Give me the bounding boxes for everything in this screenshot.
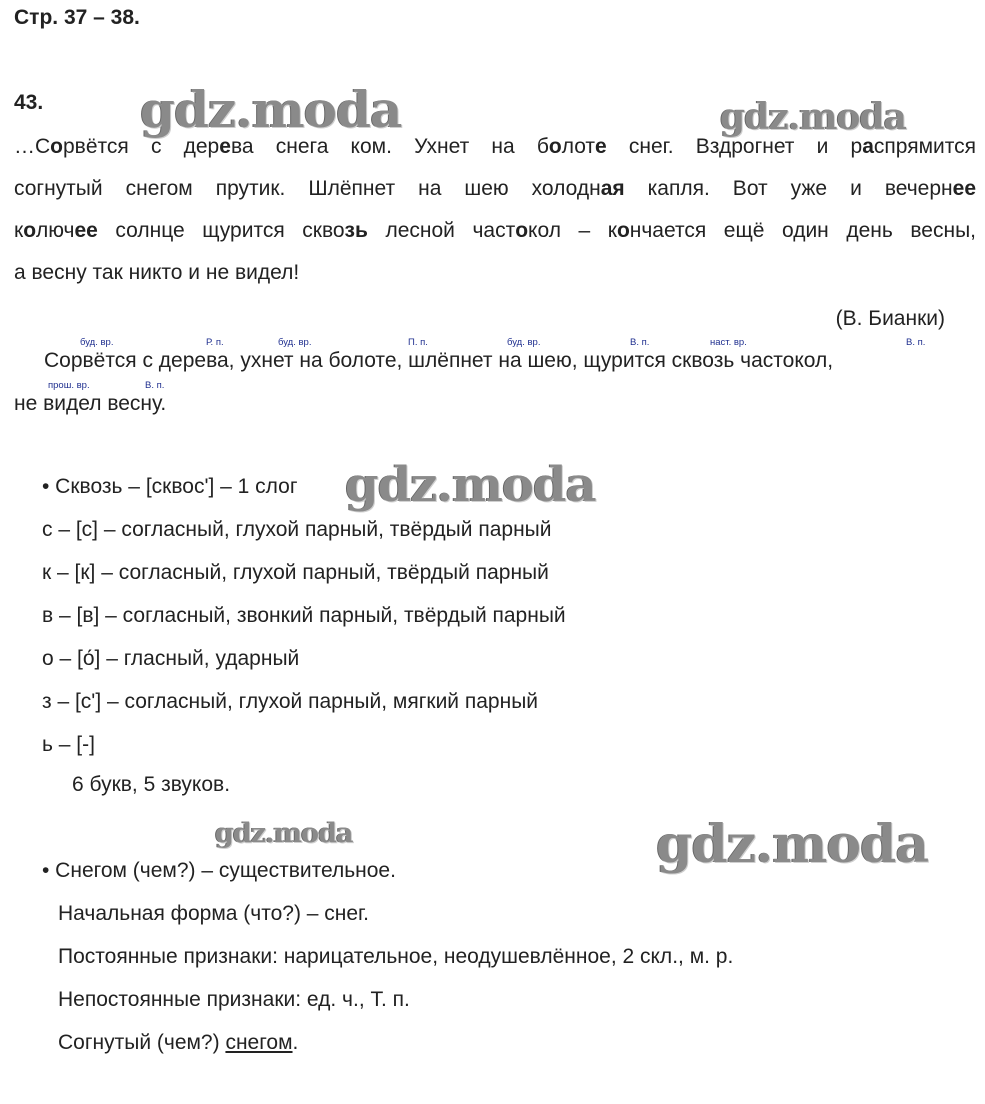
watermark: gdz.moda [140, 80, 402, 139]
grammar-tag: буд. вр. [278, 337, 312, 348]
author: (В. Бианки) [835, 307, 945, 330]
text-line-4: а весну так никто и не видел! [14, 261, 300, 284]
morph-title: • Снегом (чем?) – существительное. [42, 859, 396, 882]
grammar-tag: буд. вр. [80, 337, 114, 348]
watermark: gdz.moda [215, 818, 353, 849]
grammar-tag: П. п. [408, 337, 428, 348]
morph-variable-features: Непостоянные признаки: ед. ч., Т. п. [58, 988, 410, 1011]
exercise-number: 43. [14, 91, 44, 114]
phonetic-row: к – [к] – согласный, глухой парный, твёрдый парный [42, 561, 549, 584]
phonetic-row: о – [о́] – гласный, ударный [42, 647, 300, 670]
morph-example: Согнутый (чем?) снегом. [58, 1031, 299, 1054]
page-reference: Стр. 37 – 38. [14, 6, 140, 29]
analysis-line-1: Сорвётся с дерева, ухнет на болоте, шлёпнет на шею, щурится сквозь частокол, [44, 349, 834, 372]
grammar-tag: В. п. [906, 337, 926, 348]
grammar-tag: прош. вр. [48, 380, 90, 391]
grammar-tag: В. п. [630, 337, 650, 348]
morph-constant-features: Постоянные признаки: нарицательное, неодушевлённое, 2 скл., м. р. [58, 945, 734, 968]
grammar-tag: Р. п. [206, 337, 224, 348]
watermark: gdz.moda [720, 96, 906, 138]
grammar-tag: В. п. [145, 380, 165, 391]
phonetic-row: в – [в] – согласный, звонкий парный, твёрдый парный [42, 604, 566, 627]
text-line-3: колючее солнце щурится сквозь лесной частокол – кончается ещё один день весны, [14, 219, 976, 242]
text-line-2: согнутый снегом прутик. Шлёпнет на шею холодная капля. Вот уже и вечернее [14, 177, 976, 200]
grammar-tag: буд. вр. [507, 337, 541, 348]
phonetic-row: с – [с] – согласный, глухой парный, твёрдый парный [42, 518, 552, 541]
text-line-1: …Сорвётся с дерева снега ком. Ухнет на болоте снег. Вздрогнет и распрямится [14, 135, 976, 158]
letter-sound-count: 6 букв, 5 звуков. [72, 773, 231, 796]
phonetic-row: ь – [-] [42, 733, 95, 756]
morph-initial-form: Начальная форма (что?) – снег. [58, 902, 369, 925]
watermark: gdz.moda [656, 814, 929, 875]
underlined-word: снегом [225, 1031, 293, 1054]
phonetic-row: з – [с'] – согласный, глухой парный, мягкий парный [42, 690, 539, 713]
phonetic-title: • Сквозь – [сквос'] – 1 слог [42, 475, 298, 498]
analysis-line-2: не видел весну. [14, 392, 167, 415]
grammar-tag: наст. вр. [710, 337, 747, 348]
watermark: gdz.moda [345, 457, 596, 513]
